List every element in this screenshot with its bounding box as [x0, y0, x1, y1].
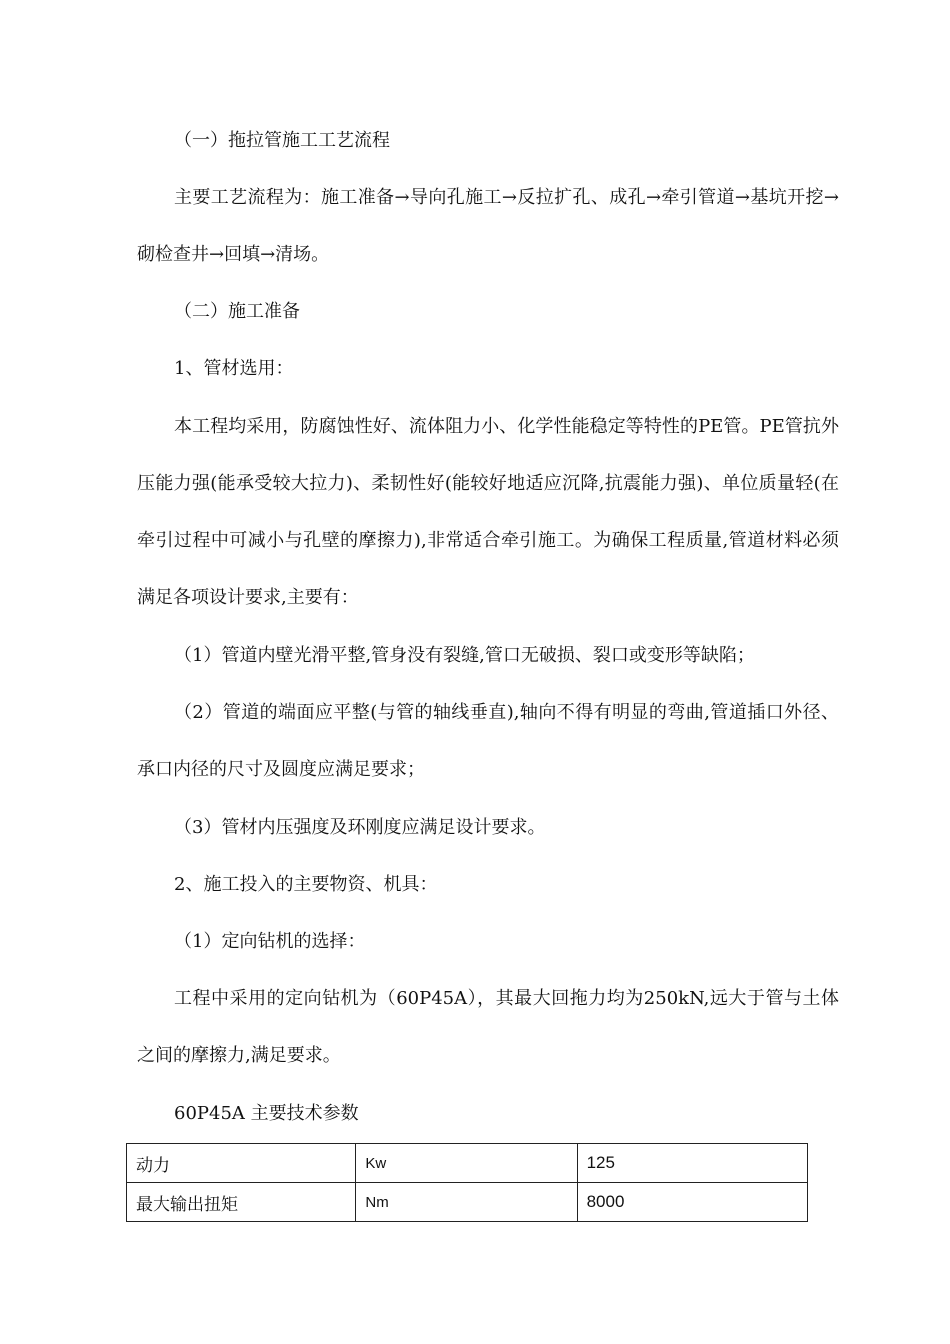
unit-cell: Nm: [356, 1183, 577, 1222]
requirement-1: （1）管道内壁光滑平整,管身没有裂缝,管口无破损、裂口或变形等缺陷；: [174, 645, 755, 666]
requirement-2: （2）管道的端面应平整(与管的轴线垂直),轴向不得有明显的弯曲,管道插口外径、承口内径的尺寸及圆度应满足要求；: [137, 702, 839, 780]
drill-selection-title: （1）定向钻机的选择：: [174, 931, 366, 952]
value-cell: 125: [577, 1144, 807, 1183]
process-flow-paragraph: 主要工艺流程为：施工准备→导向孔施工→反拉扩孔、成孔→牵引管道→基坑开挖→砌检查井→回填→清场。: [137, 187, 839, 265]
param-cell: 最大输出扭矩: [127, 1183, 356, 1222]
heading-preparation: （二）施工准备: [174, 301, 300, 322]
requirement-3: （3）管材内压强度及环刚度应满足设计要求。: [174, 817, 546, 838]
table-caption: 60P45A 主要技术参数: [174, 1103, 359, 1124]
technical-parameters-table: [126, 1143, 808, 1222]
drill-selection-paragraph: 工程中采用的定向钻机为（60P45A），其最大回拖力均为250kN,远大于管与土体之间的摩擦力,满足要求。: [137, 988, 839, 1066]
table-row: [127, 1183, 808, 1222]
param-cell: 动力: [127, 1144, 356, 1183]
section-pipe-selection-title: 1、管材选用：: [174, 358, 294, 379]
value-cell: 8000: [577, 1183, 807, 1222]
section-materials-title: 2、施工投入的主要物资、机具：: [174, 874, 438, 895]
pipe-selection-paragraph: 本工程均采用，防腐蚀性好、流体阻力小、化学性能稳定等特性的PE管。PE管抗外压能力强(能承受较大拉力)、柔韧性好(能较好地适应沉降,抗震能力强)、单位质量轻(在牵引过程中可减小与孔壁的摩擦力),非常适合牵引施工。为确保工程质量,管道材料必须满足各项设计要求,主要有：: [137, 416, 839, 608]
unit-cell: Kw: [356, 1144, 577, 1183]
heading-process: （一）拖拉管施工工艺流程: [174, 130, 390, 151]
table-row: [127, 1144, 808, 1183]
